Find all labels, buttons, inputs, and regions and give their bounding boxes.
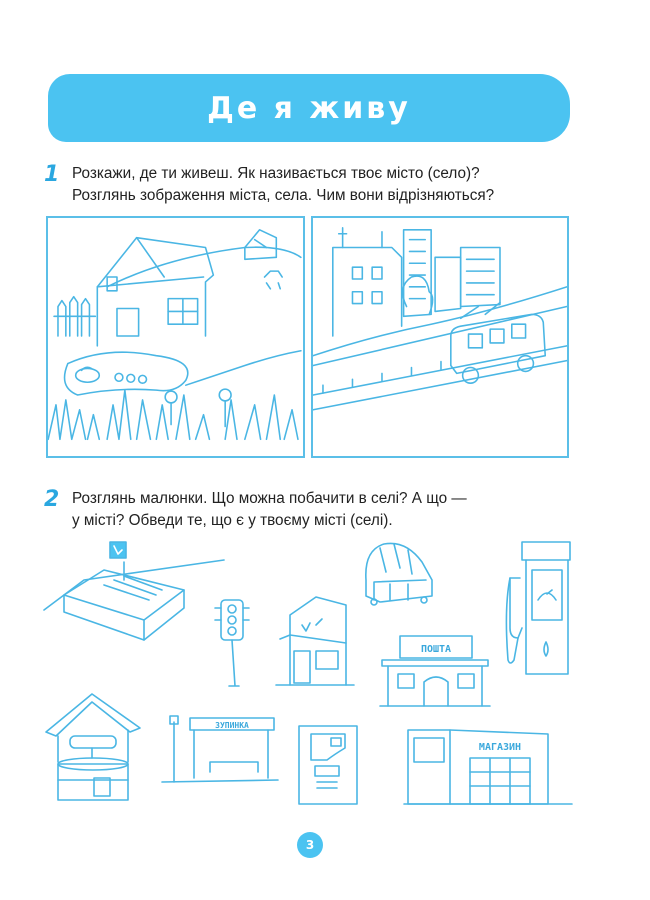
atm-icon [297,724,359,806]
task-number: 2 [44,487,60,512]
title-banner [48,74,570,142]
shop-building-icon [404,724,574,806]
traffic-light-icon [213,598,253,690]
city-scene-icon [311,216,569,458]
task-line: Розкажи, де ти живеш. Як називається твоє місто (село)? [72,165,480,182]
task-text [72,163,612,207]
fuel-pump-icon [500,538,578,678]
sandbox-icon [44,540,229,665]
post-office-icon [380,632,490,710]
task-line: Розглянь зображення міста, села. Чим вони відрізняються? [72,187,495,204]
page-title: Де я живу [207,90,411,126]
post-sign: ПОШТА [420,644,452,655]
well-icon [44,692,144,804]
village-scene-icon [46,216,305,458]
stop-sign: ЗУПИНКА [215,721,249,730]
task-text [72,488,612,532]
shop-sign: МАГАЗИН [478,742,522,753]
task-line: у місті? Обведи те, що є у твоєму місті (селі). [72,512,393,529]
shop-door-icon [276,595,356,687]
task-number: 1 [44,162,60,187]
task-line: Розглянь малюнки. Що можна побачити в селі? А що — [72,490,467,507]
bus-stop-icon [160,712,280,784]
page-number: 3 [297,832,323,858]
kiosk-icon [360,540,438,606]
